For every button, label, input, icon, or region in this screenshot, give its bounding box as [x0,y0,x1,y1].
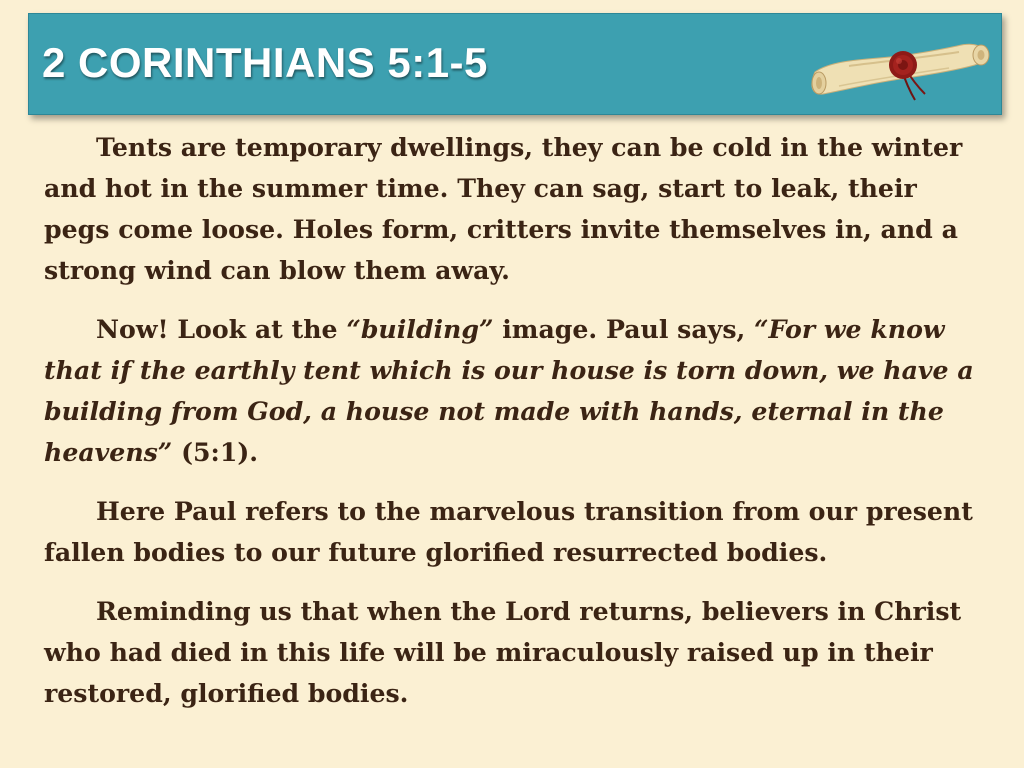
quote-space [172,437,181,467]
paragraph-building-intro: Now! Look at the [96,314,347,344]
paragraph-building-mid: image. Paul says, [493,314,755,344]
paragraph-tents: Tents are temporary dwellings, they can be cold in the winter and hot in the summer time. They can sag, start to leak, their pegs come loose. Holes form, critters invite themselves in, and a strong wind can blow them away. [44,132,963,285]
scripture-quote: “For we know that if the earthly tent which is our house is torn down, we have a building from God, a house not made with hands, eternal in the heavens” [44,314,974,467]
reference-open: ( [181,437,194,467]
title-bar [28,13,1002,115]
paragraph-lord-returns: Reminding us that when the Lord returns, believers in Christ who had died in this life will be miraculously raised up in their restored, glorified bodies. [44,596,962,708]
slide-body [44,127,984,714]
scripture-reference: 5:1 [193,437,238,467]
building-quote: “building” [346,314,494,344]
page-title: 2 CORINTHIANS 5:1-5 [42,39,488,86]
reference-close: ). [237,437,259,467]
paragraph-transition: Here Paul refers to the marvelous transition from our present fallen bodies to our future glorified resurrected bodies. [44,496,973,567]
paragraph-building [44,309,984,473]
scroll-with-wax-seal-icon [809,32,991,102]
